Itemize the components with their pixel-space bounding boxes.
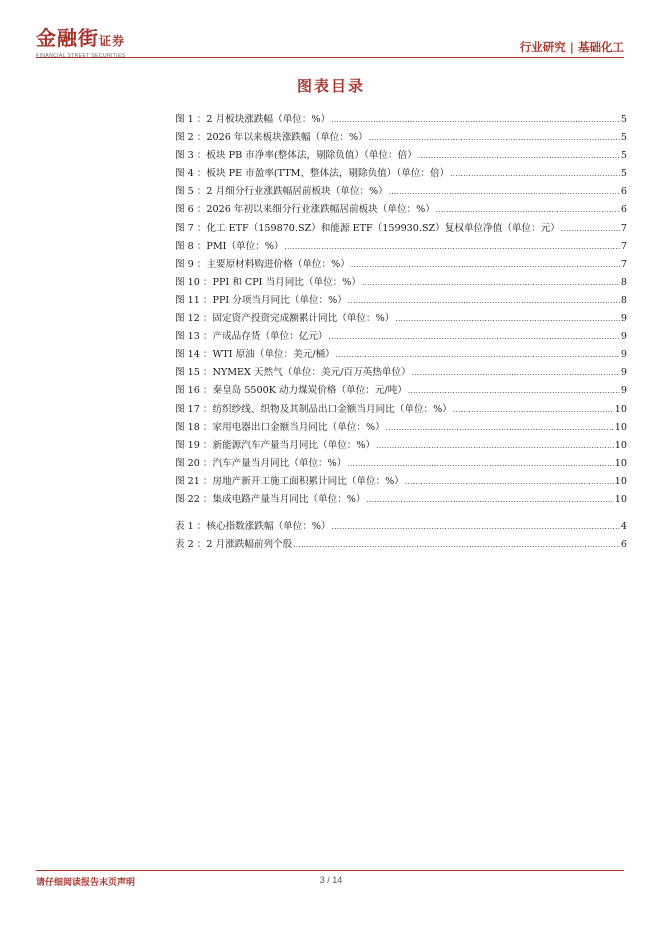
page-number: 3 / 14 [319,875,343,885]
toc-figure-entry-page: 10 [614,475,627,487]
toc-figure-entry-label: 图 12 ：固定资产投资完成额累计同比（单位：%） [175,313,395,325]
toc-figure-entry-page: 8 [620,294,627,306]
leader-dots [348,297,620,305]
toc-figure-entry-label: 图 4 ：板块 PE 市盈率(TTM、整体法，剔除负值）（单位：倍） [175,168,450,180]
toc-figure-entry-label: 图 1 ：2 月板块涨跌幅（单位：%） [175,114,331,125]
toc-figure-entry-page: 8 [620,276,627,288]
leader-dots [386,424,614,432]
toc-figure-entry-label: 图 20 ：汽车产量当月同比（单位：%） [175,457,347,469]
leader-dots [395,315,620,323]
footer-divider [36,870,624,871]
toc-figure-entry[interactable] [175,129,627,147]
report-category: 行业研究 | 基础化工 [519,40,624,54]
toc-figure-entry[interactable] [175,147,627,165]
leader-dots [561,225,620,233]
toc-figure-entry-label: 图 14 ：WTI 原油（单位：美元/桶） [175,349,335,361]
toc-figure-entry-label: 图 2 ：2026 年以来板块涨跌幅（单位：%） [175,132,368,144]
toc-figure-entry-page: 5 [620,150,627,162]
toc-figure-entry-page: 9 [620,331,627,343]
toc-table-entry[interactable] [175,536,627,554]
leader-dots [347,460,613,468]
toc-figure-entry[interactable] [175,220,627,238]
toc-figure-entry[interactable] [175,455,627,473]
leader-dots [331,116,620,124]
toc-figure-entry-label: 图 17 ：纺织纱线、织物及其制品出口金额当月同比（单位：%） [175,403,452,415]
toc-figure-entry[interactable] [175,292,627,310]
toc-figure-entry-label: 图 18 ：家用电器出口金额当月同比（单位：%） [175,421,385,433]
toc-table-entry-page: 4 [620,521,627,532]
toc-table-entry-label: 表 1 ：核心指数涨跌幅（单位：%） [175,521,331,532]
toc-figure-entry-label: 图 7 ：化工 ETF（159870.SZ）和能源 ETF（159930.SZ）复权单位净值（单位：元） [175,222,560,234]
toc-figure-entry-page: 7 [620,222,627,234]
leader-dots [285,243,620,251]
leader-dots [412,369,620,377]
header-divider [36,57,624,58]
leader-dots [293,541,620,549]
leader-dots [351,261,620,269]
toc-figure-entry-page: 6 [620,204,627,216]
toc-figure-entry[interactable] [175,346,627,364]
toc-figure-entry-page: 5 [620,132,627,144]
toc-figure-entry-page: 5 [620,168,627,180]
toc-figure-entry[interactable] [175,310,627,328]
toc-figure-entry-label: 图 11 ：PPI 分项当月同比（单位：%） [175,294,347,306]
toc-figure-entry-page: 10 [614,421,627,433]
toc-table-entry-page: 6 [620,539,627,551]
toc-figure-entry-page: 10 [614,493,627,505]
leader-dots [405,478,614,486]
toc-figure-entry-page: 7 [620,240,627,252]
toc-figure-entry-page: 9 [620,349,627,361]
toc-figure-entry[interactable] [175,491,627,509]
logo-suffix: 证券 [99,34,126,48]
page-title: 图表目录 [296,77,365,95]
toc-figure-entry[interactable] [175,256,627,274]
leader-dots [453,406,614,414]
footer-disclaimer: 请仔细阅读报告末页声明 [36,878,136,888]
toc-figure-entry-label: 图 19 ：新能源汽车产量当月同比（单位：%） [175,439,376,451]
toc-figure-entry-page: 9 [620,385,627,397]
company-logo [36,27,125,59]
toc-figure-entry-label: 图 5 ：2 月细分行业涨跌幅居前板块（单位：%） [175,186,388,198]
leader-dots [329,333,620,341]
toc-figure-entry-page: 7 [620,258,627,270]
toc-figure-entry-page: 10 [614,457,627,469]
leader-dots [436,206,620,214]
figure-list [175,111,627,509]
toc-figure-entry-label: 图 15 ：NYMEX 天然气（单位：美元/百万英热单位） [175,367,411,379]
leader-dots [336,351,620,359]
toc-figure-entry-label: 图 8 ：PMI（单位：%） [175,240,284,252]
toc-figure-entry[interactable] [175,419,627,437]
toc-figure-entry[interactable] [175,328,627,346]
toc-table-entry-label: 表 2 ：2 月涨跌幅前列个股 [175,539,293,551]
leader-dots [369,134,620,142]
logo-chinese-name: 金融街 [36,26,99,50]
table-list [175,518,627,554]
leader-dots [450,170,620,178]
leader-dots [408,387,620,395]
leader-dots [376,442,614,450]
toc-figure-entry-page: 5 [620,114,627,125]
toc-figure-entry-label: 图 10 ：PPI 和 CPI 当月同比（单位：%） [175,276,361,288]
toc-figure-entry-label: 图 16 ：秦皇岛 5500K 动力煤炭价格（单位：元/吨） [175,385,407,397]
toc-figure-entry[interactable] [175,183,627,201]
toc-figure-entry-page: 10 [614,403,627,415]
toc-figure-entry-label: 图 22 ：集成电路产量当月同比（单位：%） [175,493,366,505]
toc-figure-entry[interactable] [175,165,627,183]
leader-dots [389,188,620,196]
leader-dots [367,496,614,504]
toc-figure-entry[interactable] [175,238,627,256]
toc-figure-entry[interactable] [175,382,627,400]
toc-figure-entry[interactable] [175,437,627,455]
toc-figure-entry-label: 图 21 ：房地产新开工施工面积累计同比（单位：%） [175,475,404,487]
toc-figure-entry[interactable] [175,401,627,419]
toc-figure-entry-label: 图 9 ：主要原材料购进价格（单位：%） [175,258,350,270]
toc-figure-entry-page: 9 [620,313,627,325]
toc-figure-entry-label: 图 6 ：2026 年初以来细分行业涨跌幅居前板块（单位：%） [175,204,435,216]
toc-figure-entry[interactable] [175,201,627,219]
leader-dots [362,279,620,287]
toc-table-entry[interactable] [175,518,627,536]
toc-figure-entry-label: 图 13 ：产成品存货（单位：亿元） [175,331,328,343]
toc-figure-entry-label: 图 3 ：板块 PB 市净率(整体法，剔除负值）（单位：倍） [175,150,417,162]
logo-english-name: FINANCIAL STREET SECURITIES [36,53,126,59]
toc-figure-entry-page: 6 [620,186,627,198]
toc-figure-entry[interactable] [175,364,627,382]
leader-dots [332,523,620,531]
toc-figure-entry[interactable] [175,111,627,129]
leader-dots [418,152,620,160]
toc-figure-entry[interactable] [175,473,627,491]
toc-figure-entry[interactable] [175,274,627,292]
toc-figure-entry-page: 10 [614,439,627,451]
toc-figure-entry-page: 9 [620,367,627,379]
